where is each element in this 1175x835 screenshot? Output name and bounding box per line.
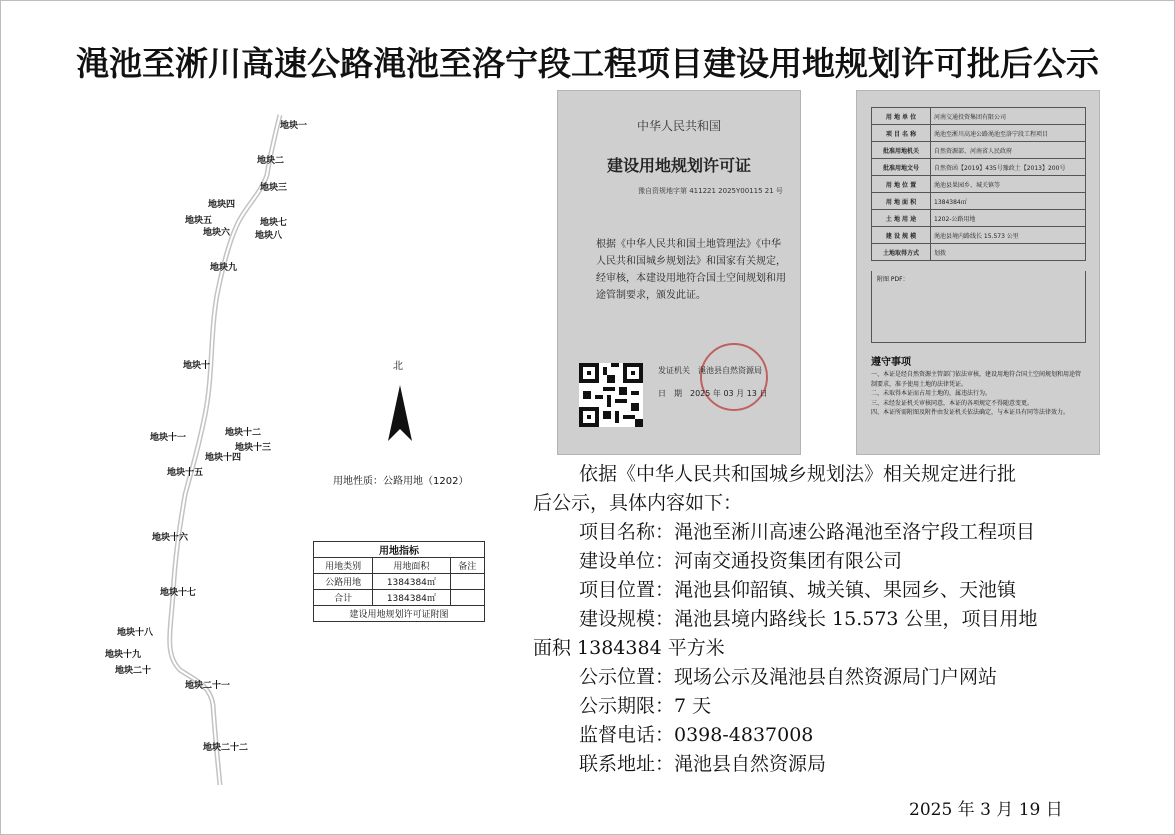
permit-date: 日 期 2025 年 03 月 13 日 — [658, 389, 768, 398]
plot-label: 地块一 — [280, 121, 308, 131]
notice-item: 一、本证是经自然资源主管部门依法审核，建设用地符合国土空间规划和用途管制要求，准予使用土地的法律凭证。 — [871, 371, 1082, 388]
permit-remark: 附图 PDF： — [877, 276, 909, 283]
builder: 建设单位：河南交通投资集团有限公司 — [579, 550, 903, 572]
table-row — [872, 210, 1086, 227]
plot-label: 地块十五 — [167, 468, 204, 478]
detail-value: 河南交通投资集团有限公司 — [931, 108, 1086, 125]
route-map-svg — [95, 95, 395, 785]
plot-label: 地块五 — [185, 216, 213, 226]
indicator-cell — [450, 590, 484, 606]
table-row — [872, 193, 1086, 210]
plot-labels — [105, 119, 307, 753]
plot-label: 地块十四 — [205, 453, 242, 463]
detail-value: 渑池至淅川高速公路渑池至洛宁段工程项目 — [931, 125, 1086, 142]
notice-heading: 遵守事项 — [871, 357, 911, 368]
indicator-cell: 1384384㎡ — [373, 590, 450, 606]
notice-list — [871, 370, 1086, 418]
permit-remark-box — [871, 271, 1086, 343]
detail-key: 建 设 规 模 — [872, 227, 931, 244]
plot-label: 地块二十一 — [185, 681, 231, 691]
permit-body: 根据《中华人民共和国土地管理法》《中华人民共和国城乡规划法》和国家有关规定，经审核，本建设用地符合国土空间规划和用途管制要求，颁发此证。 — [596, 239, 786, 301]
plot-label: 地块二十 — [115, 666, 152, 676]
notice-item: 二、未取得本证而占用土地的，属违法行为。 — [871, 390, 992, 397]
project-name: 项目名称：渑池至淅川高速公路渑池至洛宁段工程项目 — [579, 521, 1036, 543]
qr-code-icon — [579, 363, 643, 427]
intro-line: 后公示，具体内容如下： — [533, 492, 743, 514]
announcement-body — [533, 460, 1103, 779]
notice-item: 三、未经发证机关审核同意，本证的各项规定不得随意变更。 — [871, 399, 1034, 407]
permit-detail-table — [871, 107, 1086, 261]
plot-label: 地块三 — [260, 183, 288, 193]
table-row — [872, 125, 1086, 142]
notice-item: 四、本证所需附图及附件由发证机关依法确定，与本证具有同等法律效力。 — [871, 409, 1070, 416]
detail-key: 批准用地文号 — [872, 159, 931, 176]
route-map — [95, 95, 395, 785]
planning-permit-back — [856, 90, 1100, 455]
indicator-footer: 建设用地规划许可证附图 — [314, 606, 485, 622]
permit-country: 中华人民共和国 — [636, 119, 721, 133]
indicator-cell: 1384384㎡ — [373, 574, 450, 590]
indicator-cell: 合计 — [314, 590, 373, 606]
announcement-date: 2025 年 3 月 19 日 — [909, 800, 1063, 820]
land-indicator-table — [313, 541, 485, 622]
detail-value: 渑池县境内路线长 15.573 公里 — [931, 227, 1086, 244]
plot-label: 地块十一 — [150, 433, 187, 443]
plot-label: 地块十六 — [152, 533, 189, 543]
permit-title: 建设用地规划许可证 — [606, 156, 751, 175]
detail-value: 自然资源部、河南省人民政府 — [931, 142, 1086, 159]
plot-label: 地块六 — [203, 228, 231, 238]
indicator-title: 用地指标 — [314, 542, 485, 558]
table-row — [314, 574, 485, 590]
north-label: 北 — [393, 361, 403, 372]
detail-value: 自然资函【2019】435号豫政土【2013】200号 — [931, 159, 1086, 176]
plot-label: 地块十七 — [160, 588, 197, 598]
table-row — [872, 108, 1086, 125]
plot-label: 地块九 — [210, 263, 238, 273]
table-row — [314, 590, 485, 606]
permit-issuer: 发证机关 渑池县自然资源局 — [658, 366, 762, 375]
official-seal-icon — [700, 343, 768, 411]
detail-key: 用 地 单 位 — [872, 108, 931, 125]
project-location: 项目位置：渑池县仰韶镇、城关镇、果园乡、天池镇 — [579, 579, 1017, 601]
construction-scale-cont: 面积 1384384 平方米 — [533, 637, 725, 659]
detail-value: 渑池县果园乡、城关镇等 — [931, 176, 1086, 193]
table-row — [872, 176, 1086, 193]
construction-scale: 建设规模：渑池县境内路线长 15.573 公里，项目用地 — [579, 608, 1038, 630]
plot-label: 地块十八 — [117, 628, 154, 638]
contact-address: 联系地址：渑池县自然资源局 — [579, 753, 827, 775]
planning-permit-front — [557, 90, 801, 455]
detail-key: 用 地 位 置 — [872, 176, 931, 193]
table-row — [872, 159, 1086, 176]
detail-key: 项 目 名 称 — [872, 125, 931, 142]
plot-label: 地块二十二 — [203, 743, 249, 753]
supervision-phone: 监督电话：0398-4837008 — [579, 724, 814, 746]
page-title: 渑池至淅川高速公路渑池至洛宁段工程项目建设用地规划许可批后公示 — [76, 44, 1099, 83]
indicator-header: 备注 — [450, 558, 484, 574]
indicator-header: 用地面积 — [373, 558, 450, 574]
intro-line: 依据《中华人民共和国城乡规划法》相关规定进行批 — [579, 463, 1017, 485]
table-row — [872, 227, 1086, 244]
table-row — [872, 142, 1086, 159]
plot-label: 地块八 — [255, 231, 283, 241]
detail-key: 批准用地机关 — [872, 142, 931, 159]
detail-value: 1202-公路用地 — [931, 210, 1086, 227]
detail-value: 划拨 — [931, 244, 1086, 261]
plot-label: 地块四 — [208, 200, 236, 210]
plot-label: 地块二 — [257, 156, 285, 166]
detail-key: 土 地 用 途 — [872, 210, 931, 227]
land-nature-label: 用地性质：公路用地（1202） — [333, 476, 469, 487]
detail-key: 用 地 面 积 — [872, 193, 931, 210]
plot-label: 地块十 — [183, 361, 211, 371]
detail-key: 土地取得方式 — [872, 244, 931, 261]
plot-label: 地块十二 — [225, 428, 262, 438]
indicator-cell — [450, 574, 484, 590]
publicity-place: 公示位置：现场公示及渑池县自然资源局门户网站 — [579, 666, 998, 688]
plot-label: 地块七 — [260, 218, 288, 228]
permit-number: 豫自资规地字第 411221 2025Y00115 21 号 — [638, 187, 783, 195]
publicity-period: 公示期限：7 天 — [579, 695, 712, 717]
plot-label: 地块十九 — [105, 650, 142, 660]
plot-label: 地块十三 — [235, 443, 272, 453]
indicator-cell: 公路用地 — [314, 574, 373, 590]
indicator-header: 用地类别 — [314, 558, 373, 574]
detail-value: 1384384㎡ — [931, 193, 1086, 210]
table-row — [872, 244, 1086, 261]
north-arrow-icon — [380, 355, 420, 450]
